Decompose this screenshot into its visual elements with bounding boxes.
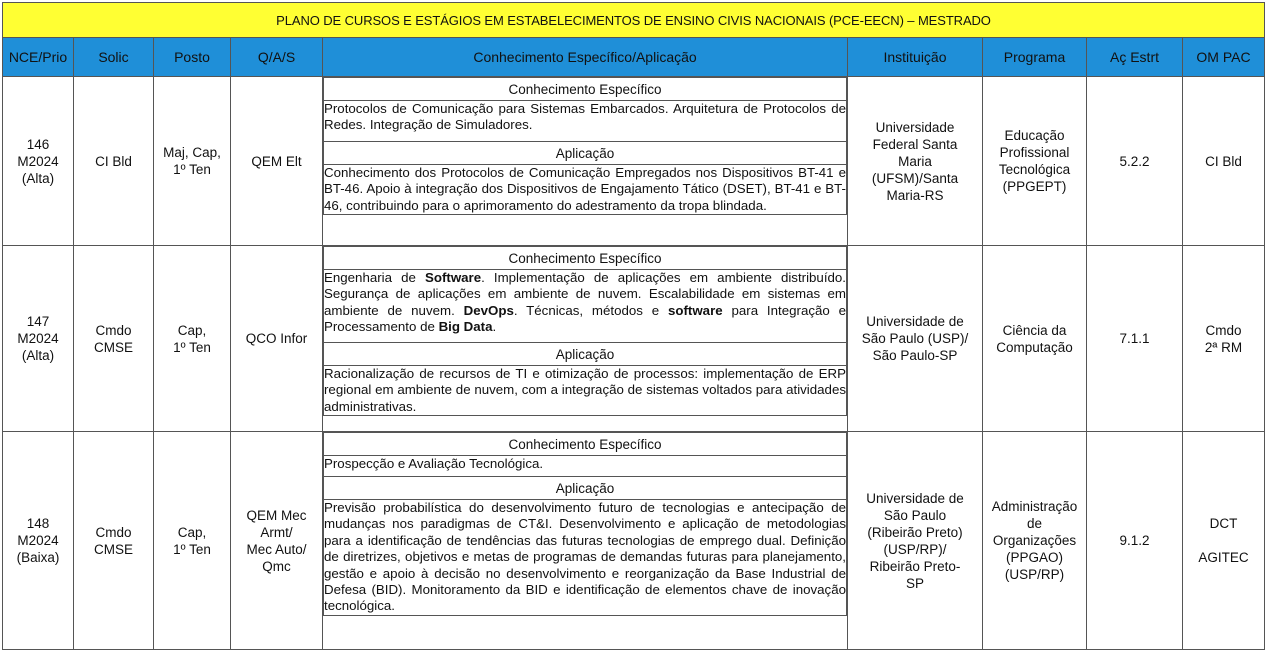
- header-programa: Programa: [983, 38, 1087, 77]
- header-posto: Posto: [154, 38, 231, 77]
- header-conhecimento: Conhecimento Específico/Aplicação: [323, 38, 848, 77]
- application-label: Aplicação: [324, 343, 847, 366]
- header-om: OM PAC: [1183, 38, 1265, 77]
- qas-cell: QEM Mec Armt/ Mec Auto/ Qmc: [231, 432, 323, 650]
- header-qas: Q/A/S: [231, 38, 323, 77]
- programa-cell: Educação Profissional Tecnológica (PPGEPT): [983, 77, 1087, 246]
- knowledge-text: Engenharia de Software. Implementação de aplicações em ambiente distribuído. Segurança de aplicações em ambiente de nuvem. Escalabilidade em sistemas em ambiente de nuvem. DevOps. Técnicas, métodos e software para Integração e Processamento de Big Data.: [324, 270, 847, 343]
- table-row: [3, 246, 1265, 432]
- qas-cell: QCO Infor: [231, 246, 323, 432]
- knowledge-application-cell: [323, 77, 848, 246]
- knowledge-text: Prospecção e Avaliação Tecnológica.: [324, 456, 847, 477]
- header-nce: NCE/Prio: [3, 38, 74, 77]
- solic-cell: Cmdo CMSE: [74, 246, 154, 432]
- acao-cell: 7.1.1: [1087, 246, 1183, 432]
- om-cell: Cmdo 2ª RM: [1183, 246, 1265, 432]
- knowledge-application-cell: [323, 432, 848, 650]
- programa-cell: Ciência da Computação: [983, 246, 1087, 432]
- posto-cell: Cap, 1º Ten: [154, 246, 231, 432]
- knowledge-label: Conhecimento Específico: [324, 78, 847, 101]
- om-cell: DCT AGITEC: [1183, 432, 1265, 650]
- instituicao-cell: Universidade de São Paulo (USP)/ São Paulo-SP: [848, 246, 983, 432]
- knowledge-label: Conhecimento Específico: [324, 247, 847, 270]
- om-cell: CI Bld: [1183, 77, 1265, 246]
- table-row: [3, 432, 1265, 650]
- knowledge-text: Protocolos de Comunicação para Sistemas Embarcados. Arquitetura de Protocolos de Redes. Integração de Simuladores.: [324, 101, 847, 142]
- nce-cell: 147 M2024 (Alta): [3, 246, 74, 432]
- document-page: [2, 2, 1264, 650]
- solic-cell: CI Bld: [74, 77, 154, 246]
- application-text: Racionalização de recursos de TI e otimização de processos: implementação de ERP regional em ambiente de nuvem, com a integração de sistemas voltados para atividades administrativas.: [324, 366, 846, 414]
- table-title: PLANO DE CURSOS E ESTÁGIOS EM ESTABELECIMENTOS DE ENSINO CIVIS NACIONAIS (PCE-EECN) – MESTRADO: [3, 3, 1265, 38]
- nce-cell: 146 M2024 (Alta): [3, 77, 74, 246]
- knowledge-label: Conhecimento Específico: [324, 433, 847, 456]
- posto-cell: Cap, 1º Ten: [154, 432, 231, 650]
- instituicao-cell: Universidade Federal Santa Maria (UFSM)/Santa Maria-RS: [848, 77, 983, 246]
- knowledge-application-cell: [323, 246, 848, 432]
- nce-cell: 148 M2024 (Baixa): [3, 432, 74, 650]
- application-label: Aplicação: [324, 142, 847, 165]
- qas-cell: QEM Elt: [231, 77, 323, 246]
- application-text: Previsão probabilística do desenvolvimento futuro de tecnologias e antecipação de mudanças nos paradigmas de CT&I. Desenvolvimento e aplicação de metodologias para a identificação de tendências das futuras tecnologias de emprego dual. Definição de diretrizes, objetivos e metas de programas de demandas futuras para planejamento, gestão e apoio à decisão no desenvolvimento e reorganização da Base Industrial de Defesa (BID). Monitoramento da BID e identificação de elementos chave de inovação tecnológica.: [324, 500, 846, 614]
- application-text: Conhecimento dos Protocolos de Comunicação Empregados nos Dispositivos BT-41 e BT-46. Apoio à integração dos Dispositivos de Engajamento Tático (DSET), BT-41 e BT-46, contribuindo para o aprimoramento do adestramento da tropa blindada.: [324, 165, 846, 213]
- application-label: Aplicação: [324, 477, 847, 500]
- header-solic: Solic: [74, 38, 154, 77]
- solic-cell: Cmdo CMSE: [74, 432, 154, 650]
- table-row: [3, 77, 1265, 246]
- header-row: [3, 38, 1265, 77]
- courses-table: [2, 2, 1265, 650]
- programa-cell: Administração de Organizações (PPGAO) (USP/RP): [983, 432, 1087, 650]
- header-instituicao: Instituição: [848, 38, 983, 77]
- instituicao-cell: Universidade de São Paulo (Ribeirão Preto) (USP/RP)/ Ribeirão Preto- SP: [848, 432, 983, 650]
- posto-cell: Maj, Cap, 1º Ten: [154, 77, 231, 246]
- header-acao: Aç Estrt: [1087, 38, 1183, 77]
- acao-cell: 5.2.2: [1087, 77, 1183, 246]
- acao-cell: 9.1.2: [1087, 432, 1183, 650]
